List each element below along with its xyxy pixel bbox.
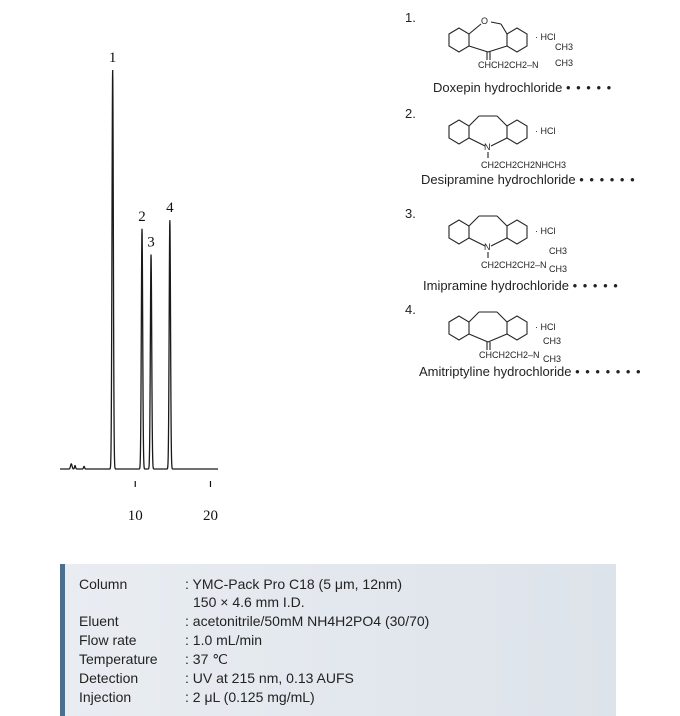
hcl-label: · HCl xyxy=(535,126,556,136)
side-chain: CHCH2CH2–N xyxy=(478,60,539,70)
methyl-group: CH3 xyxy=(549,264,568,272)
compound-name-text: Doxepin hydrochloride xyxy=(433,80,563,95)
peak-label-1: 1 xyxy=(108,50,117,67)
doxepin-structure xyxy=(435,10,635,72)
compound-number: 2. xyxy=(405,106,416,121)
leader-dots: • • • • • xyxy=(565,80,613,95)
desipramine-structure xyxy=(435,110,635,172)
compound-4 xyxy=(405,302,665,392)
compound-number: 3. xyxy=(405,206,416,221)
oxygen-atom: O xyxy=(481,16,489,26)
nitrogen-atom: N xyxy=(484,242,491,252)
x-tick-label-10: 10 xyxy=(127,508,143,524)
methyl-group: CH3 xyxy=(555,58,574,68)
x-axis xyxy=(128,481,218,524)
compound-name xyxy=(433,80,612,95)
condition-label: Flow rate xyxy=(79,632,137,648)
conditions-panel xyxy=(60,564,616,716)
condition-label: Detection xyxy=(79,670,139,686)
peak-labels xyxy=(109,50,174,250)
condition-value: : UV at 215 nm, 0.13 AUFS xyxy=(185,670,354,686)
compound-name-text: Amitriptyline hydrochloride xyxy=(419,364,572,379)
side-chain: CH2CH2CH2NHCH3 xyxy=(481,160,567,170)
side-chain: CHCH2CH2–N xyxy=(479,350,540,360)
condition-value: : 1.0 mL/min xyxy=(185,632,263,648)
compound-2 xyxy=(405,106,665,196)
peak-label-3: 3 xyxy=(147,234,155,251)
x-tick-label-20: 20 xyxy=(202,508,218,524)
compound-number: 4. xyxy=(405,302,416,317)
compound-name xyxy=(423,278,619,293)
compound-name xyxy=(419,364,642,379)
compound-name-text: Imipramine hydrochloride xyxy=(423,278,569,293)
leader-dots: • • • • • • • xyxy=(575,364,642,379)
compound-name-text: Desipramine hydrochloride xyxy=(421,172,576,187)
compound-number: 1. xyxy=(405,10,416,25)
condition-value: 150 × 4.6 mm I.D. xyxy=(193,594,305,610)
chromatogram xyxy=(0,0,400,540)
compound-3 xyxy=(405,206,665,296)
compound-1 xyxy=(405,10,665,100)
methyl-group: CH3 xyxy=(543,354,562,364)
condition-label: Column xyxy=(79,576,128,592)
peak-label-2: 2 xyxy=(138,208,146,225)
peak-label-4: 4 xyxy=(166,200,174,217)
nitrogen-atom: N xyxy=(484,142,491,152)
condition-label: Temperature xyxy=(79,651,158,667)
methyl-group: CH3 xyxy=(555,42,574,52)
amitriptyline-structure xyxy=(435,306,635,368)
hcl-label: · HCl xyxy=(535,32,556,42)
compound-name xyxy=(421,172,636,187)
methyl-group: CH3 xyxy=(543,336,562,346)
condition-label: Eluent xyxy=(79,613,119,629)
methyl-group: CH3 xyxy=(549,246,568,256)
side-chain: CH2CH2CH2–N xyxy=(481,260,547,270)
condition-value: : acetonitrile/50mM NH4H2PO4 (30/70) xyxy=(185,613,430,629)
hcl-label: · HCl xyxy=(535,322,556,332)
hcl-label: · HCl xyxy=(535,226,556,236)
leader-dots: • • • • • xyxy=(572,278,619,293)
condition-label: Injection xyxy=(79,689,132,705)
imipramine-structure xyxy=(435,210,635,272)
condition-value: : 2 μL (0.125 mg/mL) xyxy=(185,689,315,705)
condition-value: : 37 ℃ xyxy=(185,651,228,667)
condition-value: : YMC-Pack Pro C18 (5 μm, 12nm) xyxy=(185,576,403,592)
leader-dots: • • • • • • xyxy=(579,172,636,187)
chromatogram-trace xyxy=(60,70,218,469)
